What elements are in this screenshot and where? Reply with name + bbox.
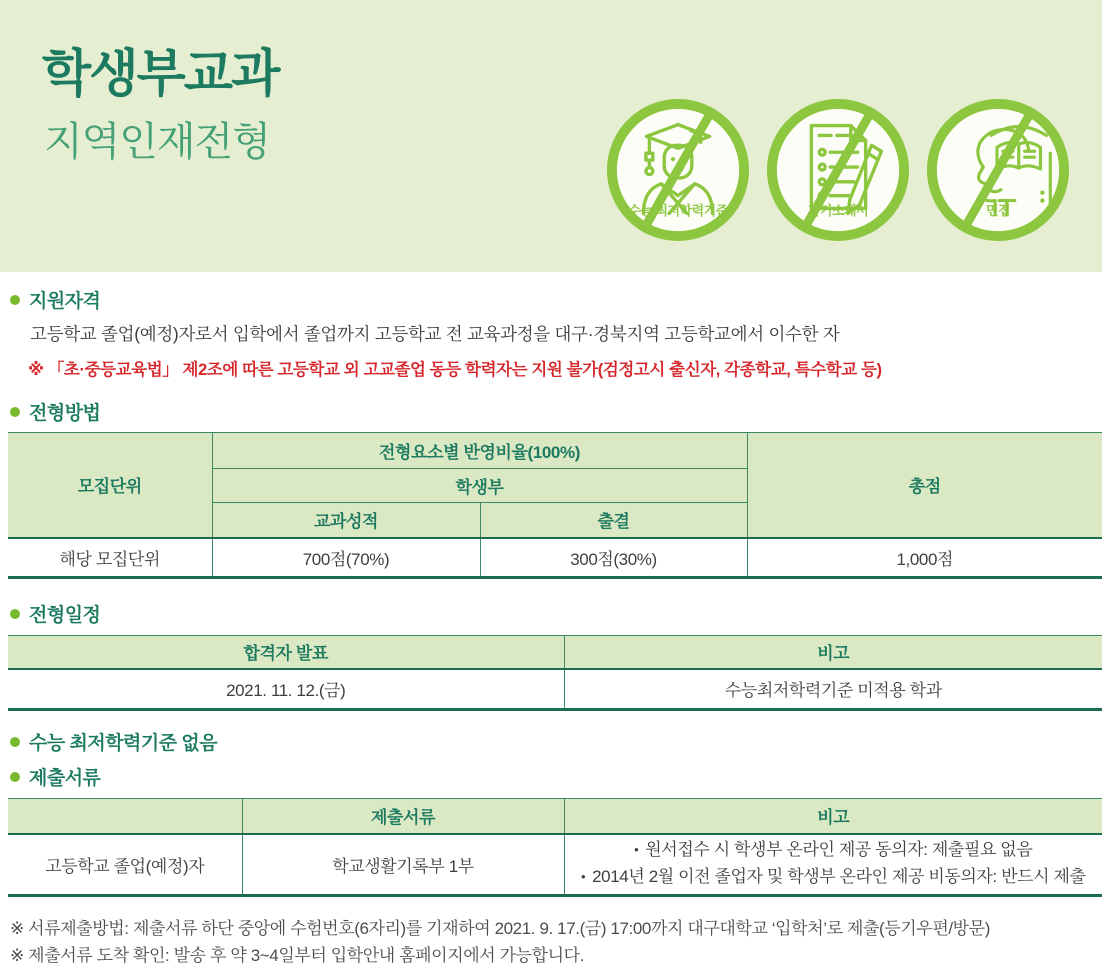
header-band [0,0,1102,272]
schedule-cell-announce: 2021. 11. 12.(금) [8,669,564,710]
section-schedule-heading: 전형일정 [10,600,100,627]
badge-label: 면접 [985,203,1011,218]
badge-label: 수능 최저학력기준 [628,203,728,218]
page-title: 학생부교과 [42,45,279,102]
bullet-icon [10,295,20,305]
method-cell-unit: 해당 모집단위 [8,538,212,578]
documents-col-docs: 제출서류 [242,799,564,834]
method-cell-attendance: 300점(30%) [480,538,747,578]
bullet-icon [10,772,20,782]
method-table-row [8,538,1102,578]
badge-no-self-introduction [764,96,912,244]
documents-cell-target: 고등학교 졸업(예정)자 [8,834,242,896]
schedule-table [8,635,1102,711]
documents-note-line: • 2014년 2월 이전 졸업자 및 학생부 온라인 제공 비동의자: 반드시 제출 [565,864,1102,891]
bullet-icon [10,737,20,747]
method-col-attendance: 출결 [480,503,747,538]
qualification-body: 고등학교 졸업(예정)자로서 입학에서 졸업까지 고등학교 전 교육과정을 대구·경북지역 고등학교에서 이수한 자 [30,324,840,344]
footer-note-submission: ※ 서류제출방법: 제출서류 하단 중앙에 수험번호(6자리)를 기재하여 2021. 9. 17.(금) 17:00까지 대구대학교 ‘입학처’로 제출(등기우편/방문) [10,919,990,938]
method-table [8,432,1102,579]
method-cell-total: 1,000점 [747,538,1102,578]
badge-no-interview [924,96,1072,244]
documents-col-note: 비고 [564,799,1102,834]
documents-cell-docs: 학교생활기록부 1부 [242,834,564,896]
documents-table-row [8,834,1102,896]
prohibition-badges [604,96,1072,244]
schedule-col-note: 비고 [564,636,1102,669]
qualification-warning: ※ 「초·중등교육법」 제2조에 따른 고등학교 외 고교졸업 동등 학력자는 지원 불가(검정고시 출신자, 각종학교, 특수학교 등) [28,361,882,379]
documents-col-empty [8,799,242,834]
section-method-heading: 전형방법 [10,398,100,425]
documents-table [8,798,1102,897]
method-col-total: 총점 [747,433,1102,538]
method-col-record: 학생부 [212,469,747,503]
schedule-col-announce: 합격자 발표 [8,636,564,669]
method-col-ratio: 전형요소별 반영비율(100%) [212,433,747,469]
method-cell-grade: 700점(70%) [212,538,480,578]
no-csat-minimum-icon [604,96,752,244]
schedule-cell-note: 수능최저학력기준 미적용 학과 [564,669,1102,710]
schedule-table-row [8,669,1102,710]
section-minimum-heading: 수능 최저학력기준 없음 [10,728,217,755]
documents-note-line: • 원서접수 시 학생부 온라인 제공 동의자: 제출필요 없음 [565,837,1102,864]
bullet-icon [10,609,20,619]
method-col-grade: 교과성적 [212,503,480,538]
badge-no-csat-minimum [604,96,752,244]
bullet-icon [10,407,20,417]
section-qualification-heading: 지원자격 [10,286,100,313]
badge-label: 자기소개서 [807,203,869,218]
page-subtitle: 지역인재전형 [44,120,270,164]
documents-cell-notes [564,834,1102,896]
no-self-introduction-icon [764,96,912,244]
section-documents-heading: 제출서류 [10,763,100,790]
footer-note-arrival: ※ 제출서류 도착 확인: 발송 후 약 3~4일부터 입학안내 홈페이지에서 가능합니다. [10,946,585,965]
no-interview-icon [924,96,1072,244]
method-col-unit: 모집단위 [8,433,212,538]
